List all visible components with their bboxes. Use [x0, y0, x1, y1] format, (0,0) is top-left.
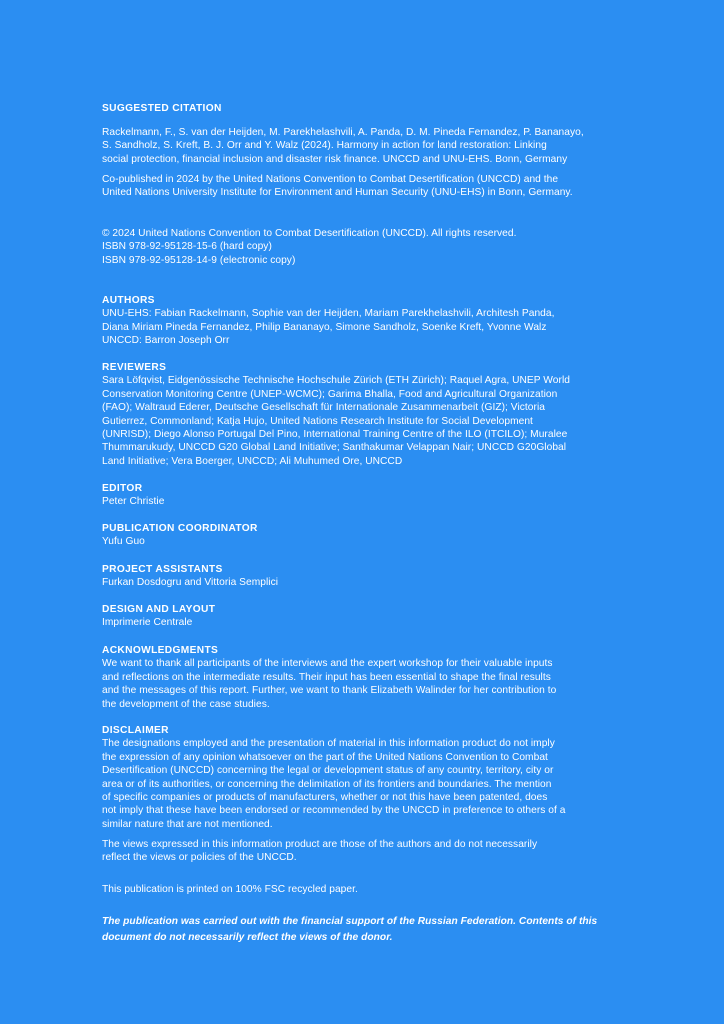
support-note-line: document do not necessarily reflect the views of the donor.	[102, 932, 393, 943]
assistants-heading: PROJECT ASSISTANTS	[102, 564, 223, 575]
coordinator-section	[102, 522, 636, 549]
citation-line: Rackelmann, F., S. van der Heijden, M. Parekhelashvili, A. Panda, D. M. Pineda Fernandez, P. Bananayo,	[102, 127, 584, 138]
citation-line: S. Sandholz, S. Kreft, B. J. Orr and Y. Walz (2024). Harmony in action for land restoration: Linking	[102, 140, 547, 152]
reviewers-line: Sara Löfqvist, Eidgenössische Technische Hochschule Zürich (ETH Zürich); Raquel Agra, UNEP World	[102, 375, 570, 387]
assistants-section	[102, 563, 636, 590]
disclaimer-line: area or of its authorities, or concerning the delimitation of its frontiers and boundaries. The mention	[102, 778, 552, 790]
reviewers-line: (FAO); Waltraud Ederer, Deutsche Gesellschaft für Internationale Zusammenarbeit (GIZ); Victoria	[102, 402, 545, 414]
assistants-names: Furkan Dosdogru and Vittoria Semplici	[102, 577, 279, 589]
authors-line: UNU-EHS: Fabian Rackelmann, Sophie van der Heijden, Mariam Parekhelashvili, Architesh Panda,	[102, 308, 555, 320]
isbn-electronic-copy: ISBN 978-92-95128-14-9 (electronic copy)	[102, 254, 296, 266]
copyright-section	[102, 227, 636, 267]
reviewers-line: Land Initiative; Vera Boerger, UNCCD; Ali Muhumed Ore, UNCCD	[102, 455, 403, 467]
views-disclaimer	[102, 838, 636, 865]
disclaimer-line: the expression of any opinion whatsoever on the part of the United Nations Convention to Combat	[102, 751, 548, 763]
views-line: The views expressed in this information product are those of the authors and do not necessarily	[102, 839, 538, 850]
authors-heading: AUTHORS	[102, 295, 155, 306]
editor-section	[102, 482, 636, 509]
disclaimer-line: Desertification (UNCCD) concerning the legal or development status of any country, territory, city or	[102, 765, 554, 777]
acknowledgments-line: and reflections on the intermediate results. Their input has been essential to shape the final results	[102, 671, 551, 683]
paper-note	[102, 883, 636, 896]
reviewers-line: Conservation Monitoring Centre (UNEP-WCMC); Garima Bhalla, Food and Agricultural Organization	[102, 388, 558, 400]
disclaimer-line: not imply that these have been endorsed or recommended by the UNCCD in preference to others of a	[102, 805, 566, 817]
authors-line: UNCCD: Barron Joseph Orr	[102, 335, 230, 347]
suggested-citation-heading: SUGGESTED CITATION	[102, 103, 222, 114]
editor-heading: EDITOR	[102, 483, 143, 494]
reviewers-line: Gutierrez, Commonland; Katja Hujo, United Nations Research Institute for Social Development	[102, 415, 533, 427]
support-note-line: The publication was carried out with the financial support of the Russian Federation. Contents of this	[102, 916, 598, 927]
design-heading: DESIGN AND LAYOUT	[102, 604, 216, 615]
views-line: reflect the views or policies of the UNCCD.	[102, 852, 297, 864]
disclaimer-heading: DISCLAIMER	[102, 725, 169, 736]
co-published-line: Co-published in 2024 by the United Nations Convention to Combat Desertification (UNCCD) and the	[102, 174, 559, 185]
design-value: Imprimerie Centrale	[102, 617, 193, 629]
reviewers-heading: REVIEWERS	[102, 362, 167, 373]
disclaimer-line: similar nature that are not mentioned.	[102, 818, 273, 830]
design-section	[102, 603, 636, 630]
authors-section	[102, 294, 636, 348]
citation-text	[102, 126, 636, 166]
acknowledgments-heading: ACKNOWLEDGMENTS	[102, 645, 219, 656]
disclaimer-line: The designations employed and the presentation of material in this information product do not imply	[102, 738, 555, 750]
co-published-line: United Nations University Institute for Environment and Human Security (UNU-EHS) in Bonn, Germany.	[102, 187, 573, 199]
reviewers-line: (UNRISD); Diego Alonso Portugal Del Pino, International Training Centre of the ILO (ITCILO); Muralee	[102, 429, 568, 441]
disclaimer-section	[102, 724, 636, 831]
citation-line: social protection, financial inclusion and disaster risk finance. UNCCD and UNU-EHS. Bonn, Germany	[102, 153, 568, 165]
disclaimer-line: of specific companies or products of manufacturers, whether or not this have been patented, does	[102, 792, 548, 804]
paper-note-text: This publication is printed on 100% FSC recycled paper.	[102, 884, 358, 895]
acknowledgments-line: the development of the case studies.	[102, 698, 270, 710]
authors-line: Diana Miriam Pineda Fernandez, Philip Bananayo, Simone Sandholz, Soenke Kreft, Yvonne Walz	[102, 321, 547, 333]
acknowledgments-line: and the messages of this report. Further, we want to thank Elizabeth Walinder for her contribution to	[102, 685, 557, 697]
acknowledgments-line: We want to thank all participants of the interviews and the expert workshop for their valuable inputs	[102, 658, 553, 670]
isbn-hard-copy: ISBN 978-92-95128-15-6 (hard copy)	[102, 241, 272, 253]
support-note	[102, 914, 636, 946]
copyright-line: © 2024 United Nations Convention to Combat Desertification (UNCCD). All rights reserved.	[102, 228, 517, 239]
coordinator-name: Yufu Guo	[102, 536, 145, 548]
acknowledgments-section	[102, 644, 636, 711]
co-published-text	[102, 173, 636, 200]
reviewers-section	[102, 361, 636, 468]
editor-name: Peter Christie	[102, 496, 165, 508]
coordinator-heading: PUBLICATION COORDINATOR	[102, 523, 258, 534]
suggested-citation-section	[102, 102, 636, 115]
reviewers-line: Thummarukudy, UNCCD G20 Global Land Initiative; Santhakumar Velappan Nair; UNCCD G20Global	[102, 442, 567, 454]
